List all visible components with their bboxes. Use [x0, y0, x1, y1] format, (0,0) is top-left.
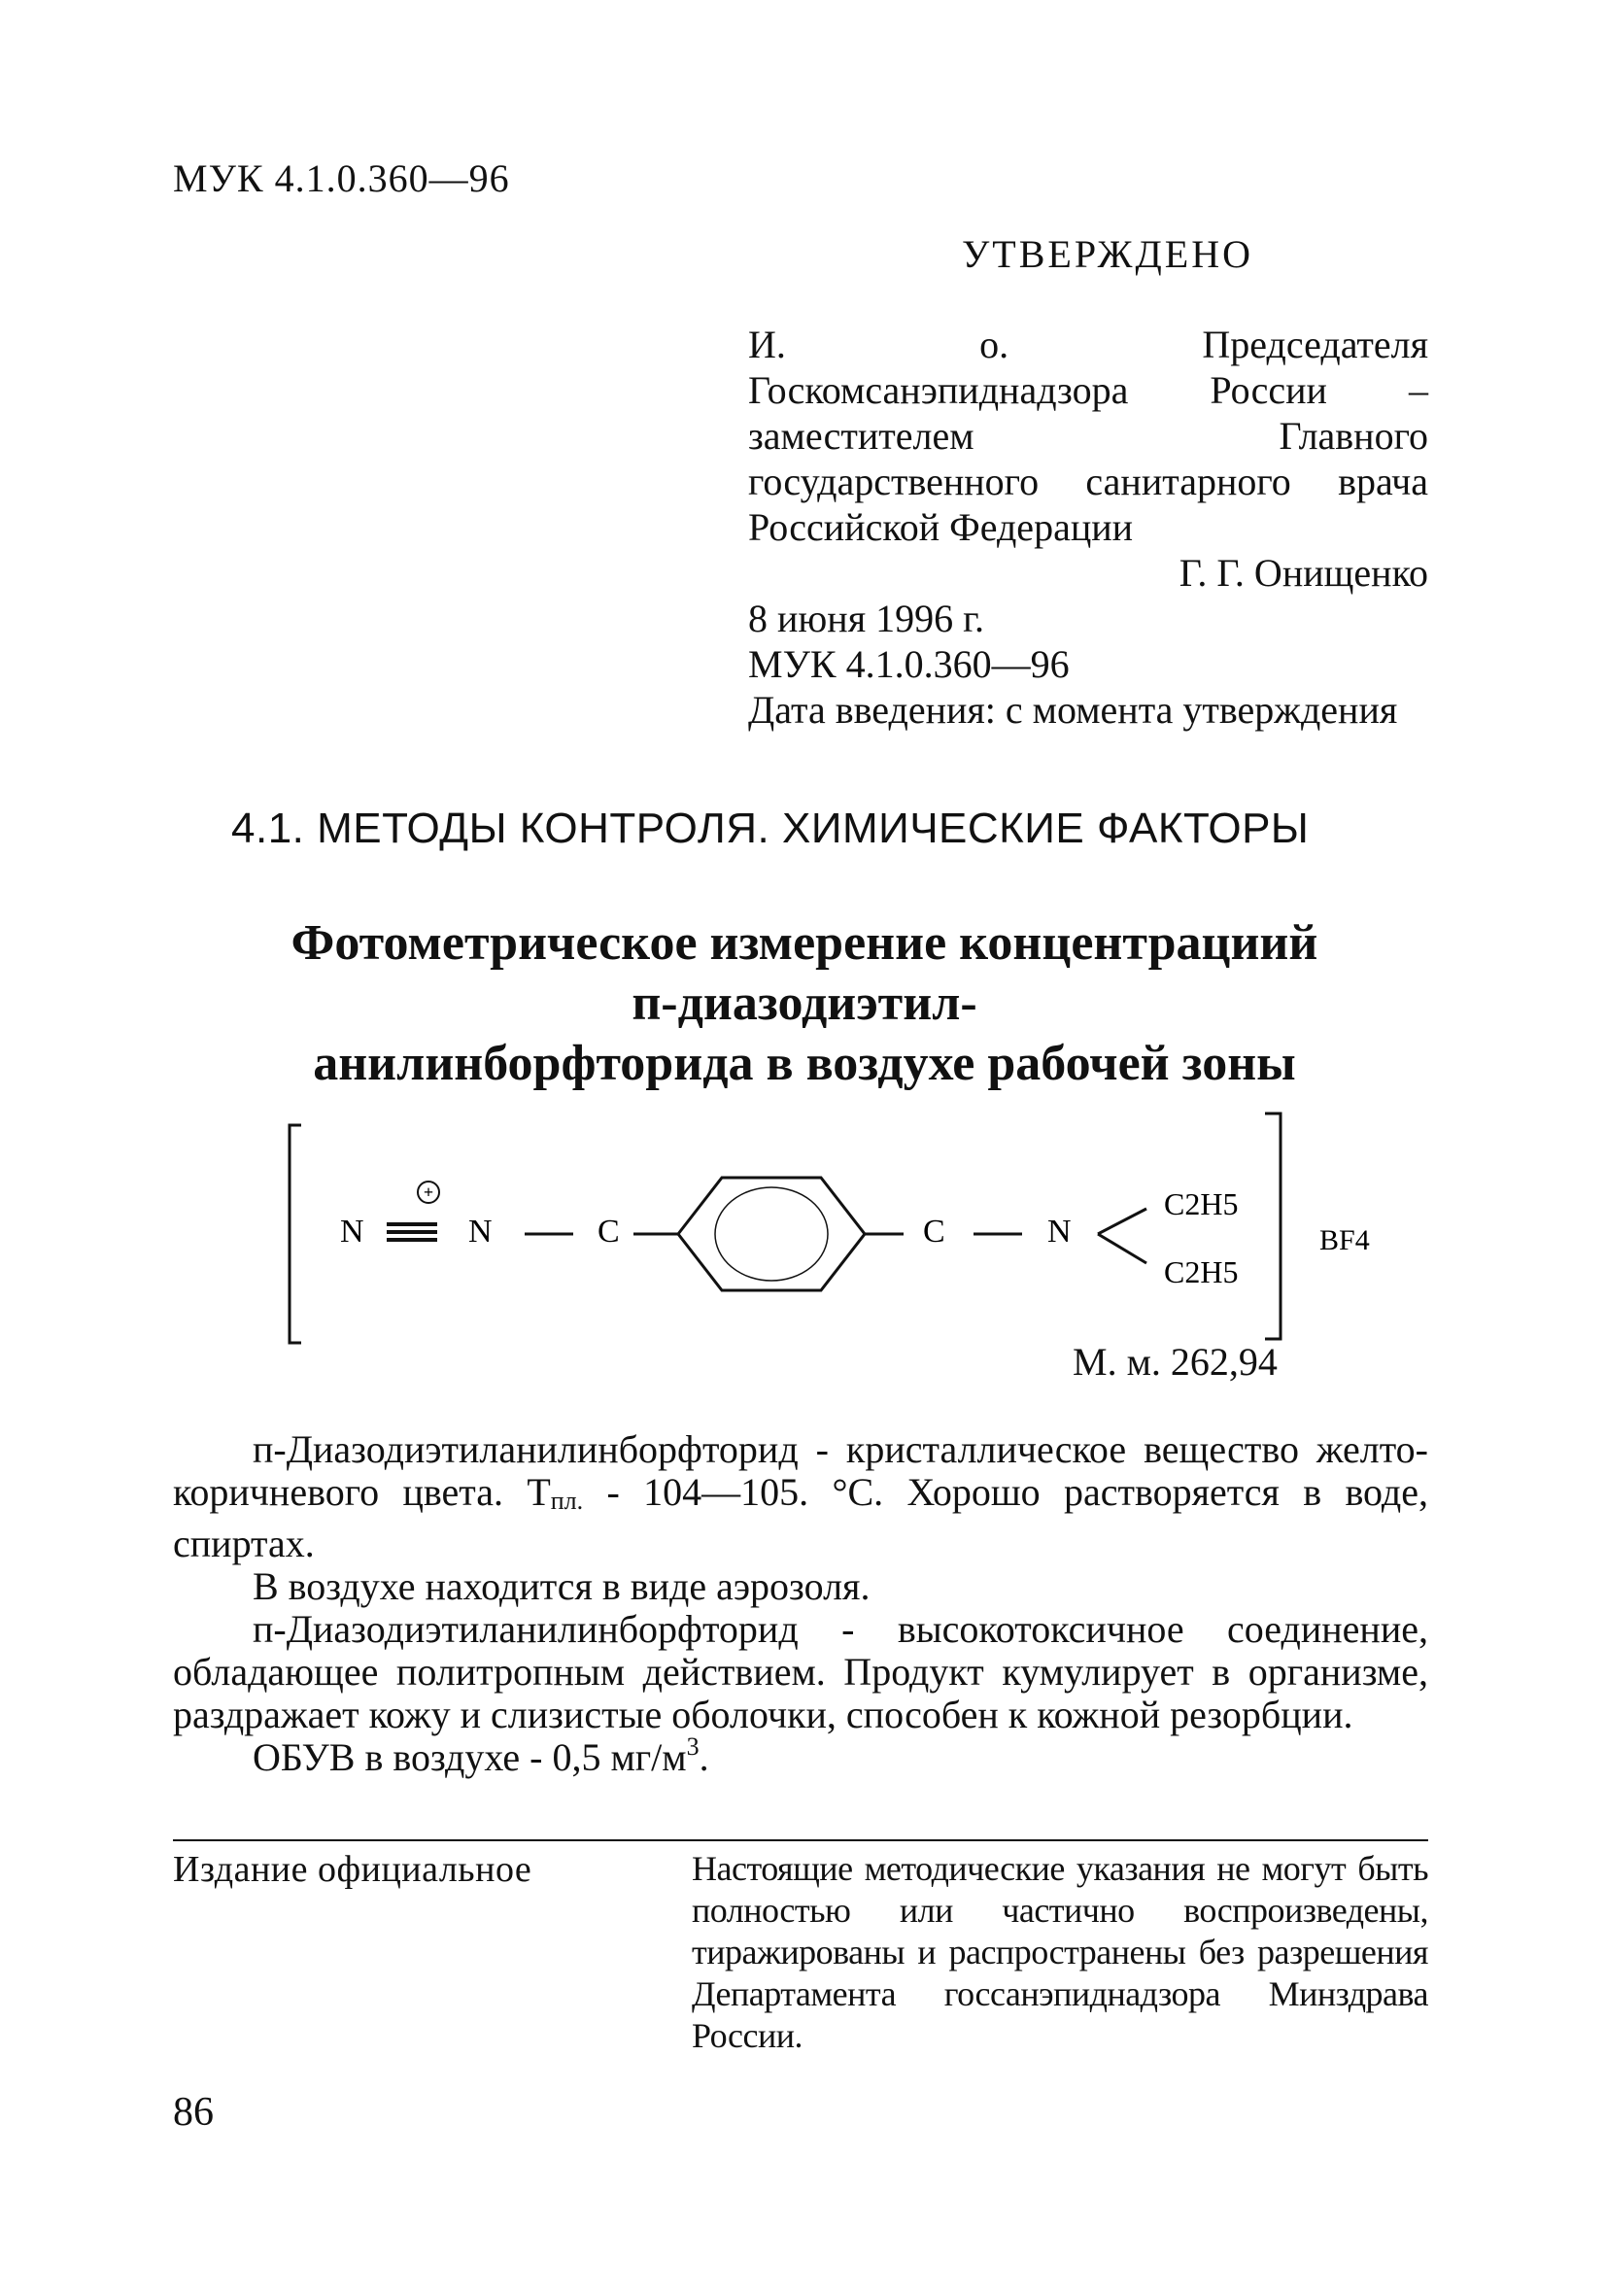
- atom-n3: N: [1047, 1214, 1072, 1250]
- section-heading: 4.1. МЕТОДЫ КОНТРОЛЯ. ХИМИЧЕСКИЕ ФАКТОРЫ: [231, 805, 1310, 852]
- approver-position: И. о. Председателя Госкомсанэпиднадзора России – заместителем Главного государственного санитарного врача Российской Федерации: [748, 323, 1428, 549]
- atom-c2: C: [923, 1214, 945, 1250]
- right-bracket: [1265, 1114, 1281, 1339]
- structural-formula: [282, 1108, 1399, 1360]
- p1-text-a: п-Диазодиэтиланилинборфторид - кристаллическое вещество желто-коричневого цвета. Т: [173, 1427, 1428, 1514]
- title-line-2: п-диазодиэтил-: [632, 976, 977, 1031]
- cubic-superscript: 3: [686, 1732, 700, 1761]
- benzene-ring: [678, 1178, 865, 1290]
- title-line-3: анилинборфторида в воздухе рабочей зоны: [313, 1036, 1296, 1091]
- melting-subscript: пл.: [550, 1487, 584, 1515]
- molar-mass: М. м. 262,94: [1073, 1340, 1278, 1384]
- approver-name: Г. Г. Онищенко: [1179, 551, 1428, 595]
- p4-text-a: ОБУВ в воздухе - 0,5 мг/м: [253, 1735, 687, 1779]
- bond-n-ethyl-top: [1098, 1209, 1146, 1234]
- title-line-1: Фотометрическое измерение концентрациий: [290, 915, 1318, 971]
- page-number: 86: [173, 2090, 214, 2135]
- edition-label: Издание официальное: [173, 1849, 532, 1890]
- document-title: [173, 913, 1436, 1094]
- ethyl-bottom: C2H5: [1164, 1254, 1239, 1289]
- positive-charge: +: [423, 1182, 434, 1202]
- atom-n2: N: [468, 1214, 493, 1250]
- approval-doc-code: МУК 4.1.0.360—96: [748, 642, 1070, 686]
- document-code: МУК 4.1.0.360—96: [173, 156, 510, 200]
- effective-date: Дата введения: с момента утверждения: [748, 688, 1398, 732]
- copyright-notice: Настоящие методические указания не могут быть полностью или частично воспроизведены, тиражированы и распространены без разрешения Департамента госсанэпиднадзора Минздрава России.: [692, 1849, 1428, 2055]
- paragraph-aerosol: В воздухе находится в виде аэрозоля.: [253, 1564, 871, 1608]
- body-text: [173, 1428, 1428, 1779]
- p4-text-b: .: [699, 1735, 709, 1779]
- bond-n-ethyl-bottom: [1098, 1234, 1146, 1263]
- atom-n1: N: [340, 1214, 364, 1250]
- approval-date: 8 июня 1996 г.: [748, 597, 984, 640]
- counter-ion: BF4: [1319, 1224, 1370, 1256]
- p1-text-b: - 104—105. °С. Хорошо растворяется в воде, спиртах.: [173, 1470, 1429, 1565]
- footer-divider: [173, 1839, 1428, 1841]
- left-bracket: [290, 1125, 301, 1343]
- atom-c1: C: [598, 1214, 620, 1250]
- aromatic-circle: [715, 1187, 828, 1281]
- paragraph-description: [173, 1428, 1428, 1565]
- paragraph-toxicity: п-Диазодиэтиланилинборфторид - высокотоксичное соединение, обладающее политропным действием. Продукт кумулирует в организме, раздражает кожу и слизистые оболочки, способен к кожной резорбции.: [173, 1607, 1428, 1736]
- approval-block: [748, 231, 1428, 733]
- approval-title: УТВЕРЖДЕНО: [961, 232, 1254, 276]
- ethyl-top: C2H5: [1164, 1186, 1239, 1221]
- paragraph-limit: [173, 1732, 1428, 1779]
